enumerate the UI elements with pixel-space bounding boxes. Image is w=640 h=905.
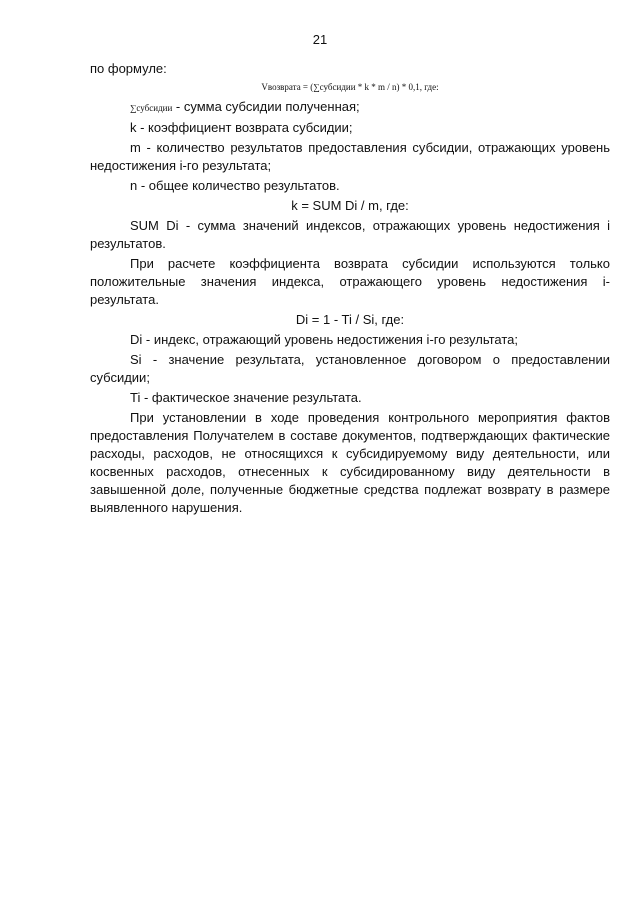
def-k: k - коэффициент возврата субсидии; (130, 120, 353, 135)
def-sigma (90, 98, 610, 117)
def-ti: Ti - фактическое значение результата. (130, 390, 362, 405)
def-n: n - общее количество результатов. (130, 178, 340, 193)
def-di: Di - индекс, отражающий уровень недостижения i-го результата; (130, 332, 519, 347)
def-m: m - количество результатов предоставления субсидии, отражающих уровень недостижения i-го результата; (90, 140, 610, 173)
intro-text: по формуле: (90, 61, 167, 76)
formula-k: k = SUM Di / m, где: (291, 198, 409, 213)
sigma-symbol: ∑субсидии (130, 103, 173, 113)
document-body (90, 60, 610, 519)
formula-di: Di = 1 - Ti / Si, где: (295, 312, 405, 327)
def-sum-di: SUM Di - сумма значений индексов, отражающих уровень недостижения i результатов. (90, 218, 610, 251)
def-sigma-text: - сумма субсидии полученная; (172, 99, 360, 114)
final-paragraph: При установлении в ходе проведения контрольного мероприятия фактов предоставления Получателем в составе документов, подтверждающих фактические расходы, расходов, не относящихся к субсидируемому виду деятельности, или косвенных расходов, отнесенных к субсидированному виду деятельности в завышенной доле, полученные бюджетные средства подлежат возврату в размере выявленного нарушения. (90, 410, 610, 515)
positive-note: При расчете коэффициента возврата субсидии используются только положительные значения индекса, отражающего уровень недостижения i- результата. (90, 256, 610, 307)
def-si: Si - значение результата, установленное договором о предоставлении субсидии; (90, 352, 610, 385)
page-number: 21 (312, 32, 328, 47)
formula-refund: Vвозврата = (∑субсидии * k * m / n) * 0,1, где: (261, 82, 439, 92)
